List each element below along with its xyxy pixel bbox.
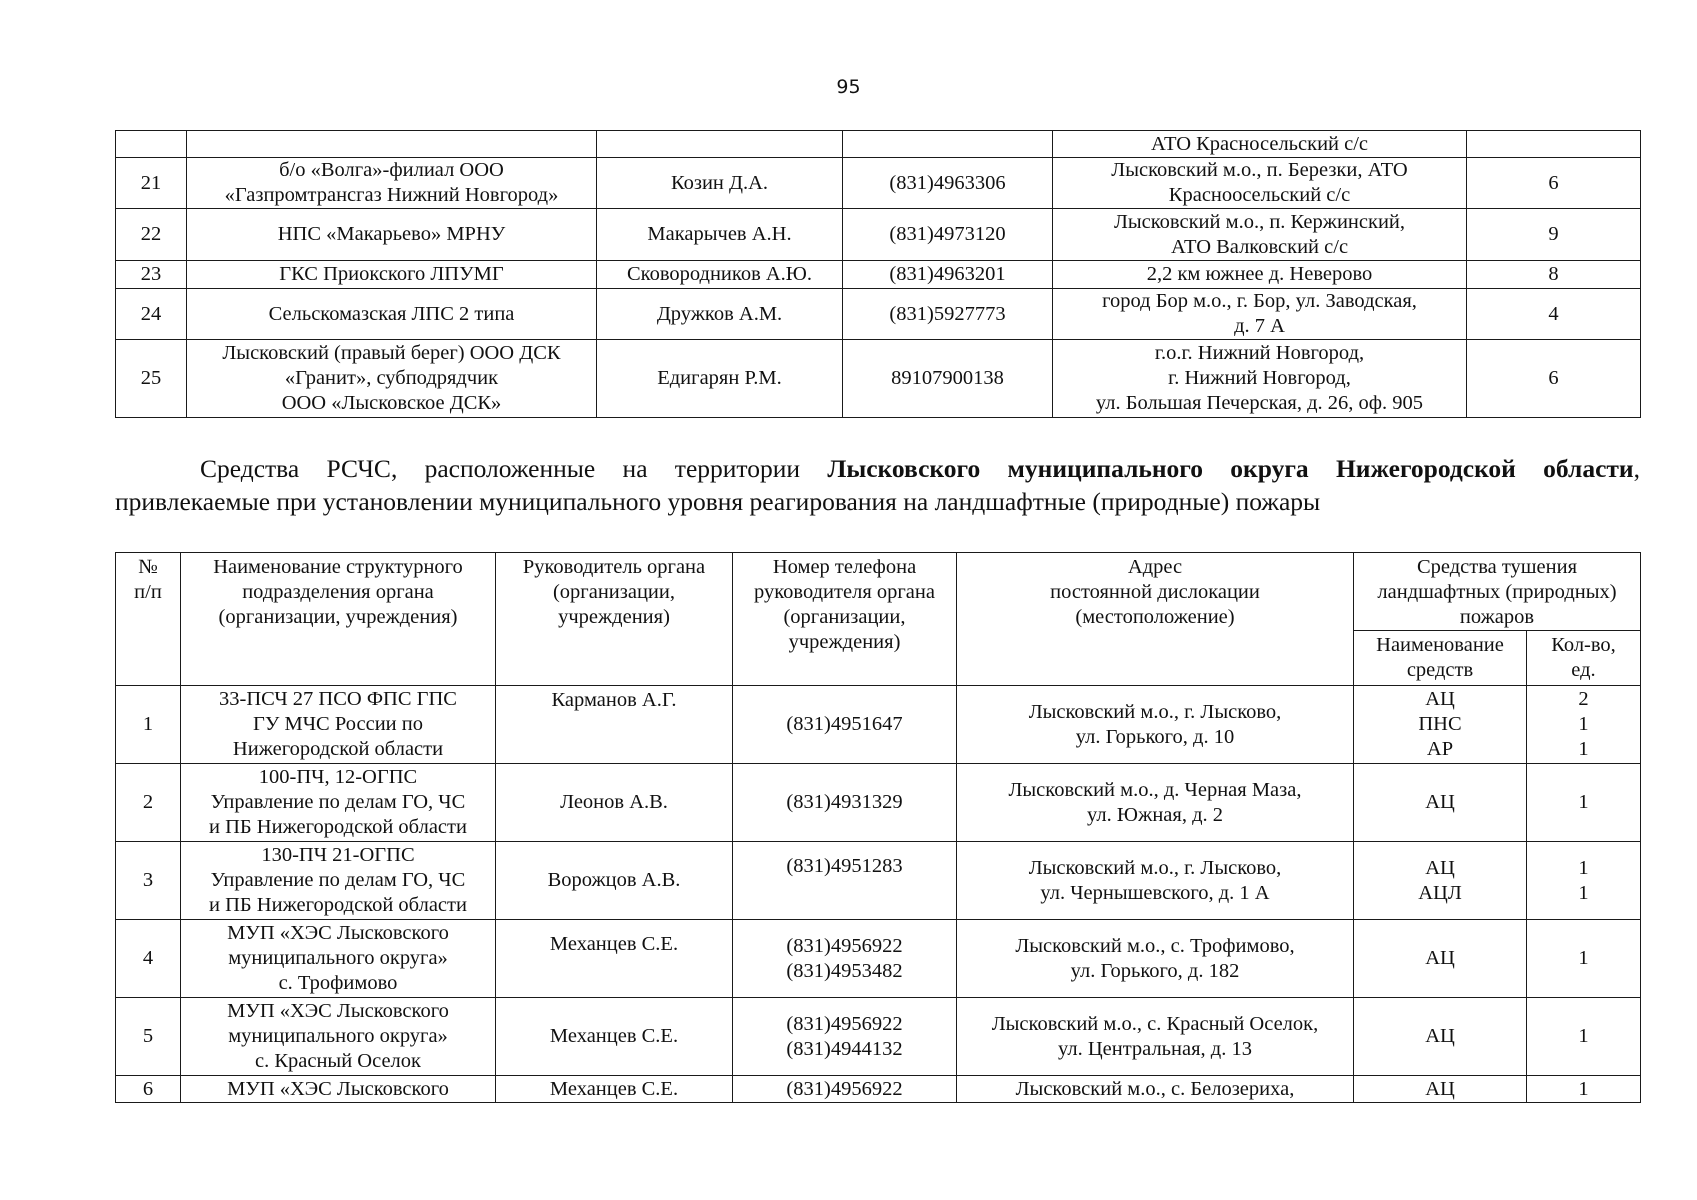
cell-means: АЦ <box>1354 764 1527 842</box>
cell-org: Лысковский (правый берег) ООО ДСК «Гранит», субподрядчик ООО «Лысковское ДСК» <box>187 340 597 418</box>
table-body <box>116 686 1641 1103</box>
table-row <box>116 764 1641 842</box>
heading-line-2: привлекаемые при установлении муниципального уровня реагирования на ландшафтные (природные) пожары <box>115 487 1321 516</box>
cell-org: МУП «ХЭС Лысковского муниципального округа» с. Трофимово <box>181 920 496 998</box>
cell-head <box>597 131 843 158</box>
cell-count: 4 <box>1467 289 1641 340</box>
section-heading <box>115 452 1640 518</box>
cell-head: Сковородников А.Ю. <box>597 261 843 289</box>
cell-phone: (831)4956922 <box>733 1076 957 1103</box>
table-row <box>116 686 1641 764</box>
cell-head: Карманов А.Г. <box>496 686 733 764</box>
cell-count: 9 <box>1467 209 1641 261</box>
cell-num: 2 <box>116 764 181 842</box>
heading-text-1: Средства РСЧС, расположенные на территории <box>200 454 828 483</box>
header-org: Наименование структурного подразделения органа (организации, учреждения) <box>181 553 496 686</box>
cell-num: 21 <box>116 158 187 209</box>
cell-num: 4 <box>116 920 181 998</box>
continuation-table <box>115 130 1641 418</box>
cell-head: Механцев С.Е. <box>496 920 733 998</box>
table-row <box>116 340 1641 418</box>
table-row <box>116 289 1641 340</box>
cell-phone: (831)4956922 (831)4953482 <box>733 920 957 998</box>
continuation-table-body <box>116 131 1641 418</box>
cell-means: АЦ <box>1354 1076 1527 1103</box>
cell-org: 130-ПЧ 21-ОГПС Управление по делам ГО, ЧС и ПБ Нижегородской области <box>181 842 496 920</box>
cell-qty: 1 1 <box>1527 842 1641 920</box>
cell-num <box>116 131 187 158</box>
table-row <box>116 1076 1641 1103</box>
header-means: Средства тушения ландшафтных (природных) пожаров <box>1354 553 1641 631</box>
cell-phone: 89107900138 <box>843 340 1053 418</box>
cell-qty: 1 <box>1527 1076 1641 1103</box>
cell-num: 23 <box>116 261 187 289</box>
cell-address: Лысковский м.о., с. Трофимово, ул. Горького, д. 182 <box>957 920 1354 998</box>
cell-address: Лысковский м.о., п. Кержинский, АТО Валковский с/с <box>1053 209 1467 261</box>
cell-num: 24 <box>116 289 187 340</box>
cell-means: АЦ ПНС АР <box>1354 686 1527 764</box>
table-header <box>116 553 1641 686</box>
cell-head: Козин Д.А. <box>597 158 843 209</box>
cell-means: АЦ АЦЛ <box>1354 842 1527 920</box>
cell-count: 6 <box>1467 340 1641 418</box>
cell-org: Сельскомазская ЛПС 2 типа <box>187 289 597 340</box>
cell-address: 2,2 км южнее д. Неверово <box>1053 261 1467 289</box>
heading-line-1 <box>115 452 1640 485</box>
cell-org <box>187 131 597 158</box>
cell-org: МУП «ХЭС Лысковского муниципального округа» с. Красный Оселок <box>181 998 496 1076</box>
table-row <box>116 842 1641 920</box>
cell-phone: (831)5927773 <box>843 289 1053 340</box>
table-row <box>116 920 1641 998</box>
cell-count: 6 <box>1467 158 1641 209</box>
table-row <box>116 209 1641 261</box>
cell-num: 25 <box>116 340 187 418</box>
header-address: Адрес постоянной дислокации (местоположение) <box>957 553 1354 686</box>
cell-count: 8 <box>1467 261 1641 289</box>
table-row <box>116 261 1641 289</box>
cell-phone: (831)4951283 <box>733 842 957 920</box>
cell-phone: (831)4963201 <box>843 261 1053 289</box>
rschs-means-table <box>115 552 1641 1103</box>
cell-address: Лысковский м.о., п. Березки, АТО Краснооcельский с/с <box>1053 158 1467 209</box>
cell-org: 33-ПСЧ 27 ПСО ФПС ГПС ГУ МЧС России по Нижегородской области <box>181 686 496 764</box>
header-row <box>116 553 1641 631</box>
cell-means: АЦ <box>1354 998 1527 1076</box>
cell-address: Лысковский м.о., с. Белозериха, <box>957 1076 1354 1103</box>
cell-head: Ворожцов А.В. <box>496 842 733 920</box>
cell-address: Лысковский м.о., г. Лысково, ул. Горького, д. 10 <box>957 686 1354 764</box>
cell-address: город Бор м.о., г. Бор, ул. Заводская, д. 7 А <box>1053 289 1467 340</box>
cell-phone: (831)4973120 <box>843 209 1053 261</box>
header-phone: Номер телефона руководителя органа (организации, учреждения) <box>733 553 957 686</box>
cell-count <box>1467 131 1641 158</box>
cell-org: б/о «Волга»-филиал ООО «Газпромтрансгаз Нижний Новгород» <box>187 158 597 209</box>
cell-phone: (831)4963306 <box>843 158 1053 209</box>
cell-head: Дружков А.М. <box>597 289 843 340</box>
cell-num: 3 <box>116 842 181 920</box>
cell-address: Лысковский м.о., д. Черная Маза, ул. Южная, д. 2 <box>957 764 1354 842</box>
cell-qty: 1 <box>1527 920 1641 998</box>
cell-address: Лысковский м.о., с. Красный Оселок, ул. Центральная, д. 13 <box>957 998 1354 1076</box>
table-row <box>116 131 1641 158</box>
cell-num: 22 <box>116 209 187 261</box>
cell-head: Механцев С.Е. <box>496 998 733 1076</box>
cell-means: АЦ <box>1354 920 1527 998</box>
cell-num: 5 <box>116 998 181 1076</box>
heading-bold-text: Лысковского муниципального округа Нижегородской области <box>827 454 1634 483</box>
cell-phone: (831)4956922 (831)4944132 <box>733 998 957 1076</box>
cell-head: Макарычев А.Н. <box>597 209 843 261</box>
cell-phone <box>843 131 1053 158</box>
cell-org: НПС «Макарьево» МРНУ <box>187 209 597 261</box>
page-number: 95 <box>836 76 861 98</box>
header-head: Руководитель органа (организации, учреждения) <box>496 553 733 686</box>
cell-org: 100-ПЧ, 12-ОГПС Управление по делам ГО, ЧС и ПБ Нижегородской области <box>181 764 496 842</box>
cell-address: АТО Красносельский с/с <box>1053 131 1467 158</box>
cell-head: Едигарян Р.М. <box>597 340 843 418</box>
cell-qty: 1 <box>1527 764 1641 842</box>
header-means-name: Наименование средств <box>1354 631 1527 686</box>
cell-head: Механцев С.Е. <box>496 1076 733 1103</box>
cell-num: 1 <box>116 686 181 764</box>
cell-phone: (831)4951647 <box>733 686 957 764</box>
cell-qty: 2 1 1 <box>1527 686 1641 764</box>
cell-phone: (831)4931329 <box>733 764 957 842</box>
cell-head: Леонов А.В. <box>496 764 733 842</box>
cell-qty: 1 <box>1527 998 1641 1076</box>
table-row <box>116 998 1641 1076</box>
cell-address: г.о.г. Нижний Новгород, г. Нижний Новгород, ул. Большая Печерская, д. 26, оф. 905 <box>1053 340 1467 418</box>
cell-org: ГКС Приокского ЛПУМГ <box>187 261 597 289</box>
heading-punct: , <box>1633 454 1640 483</box>
header-means-count: Кол-во, ед. <box>1527 631 1641 686</box>
cell-num: 6 <box>116 1076 181 1103</box>
table-row <box>116 158 1641 209</box>
cell-org: МУП «ХЭС Лысковского <box>181 1076 496 1103</box>
cell-address: Лысковский м.о., г. Лысково, ул. Чернышевского, д. 1 А <box>957 842 1354 920</box>
header-num: № п/п <box>116 553 181 686</box>
